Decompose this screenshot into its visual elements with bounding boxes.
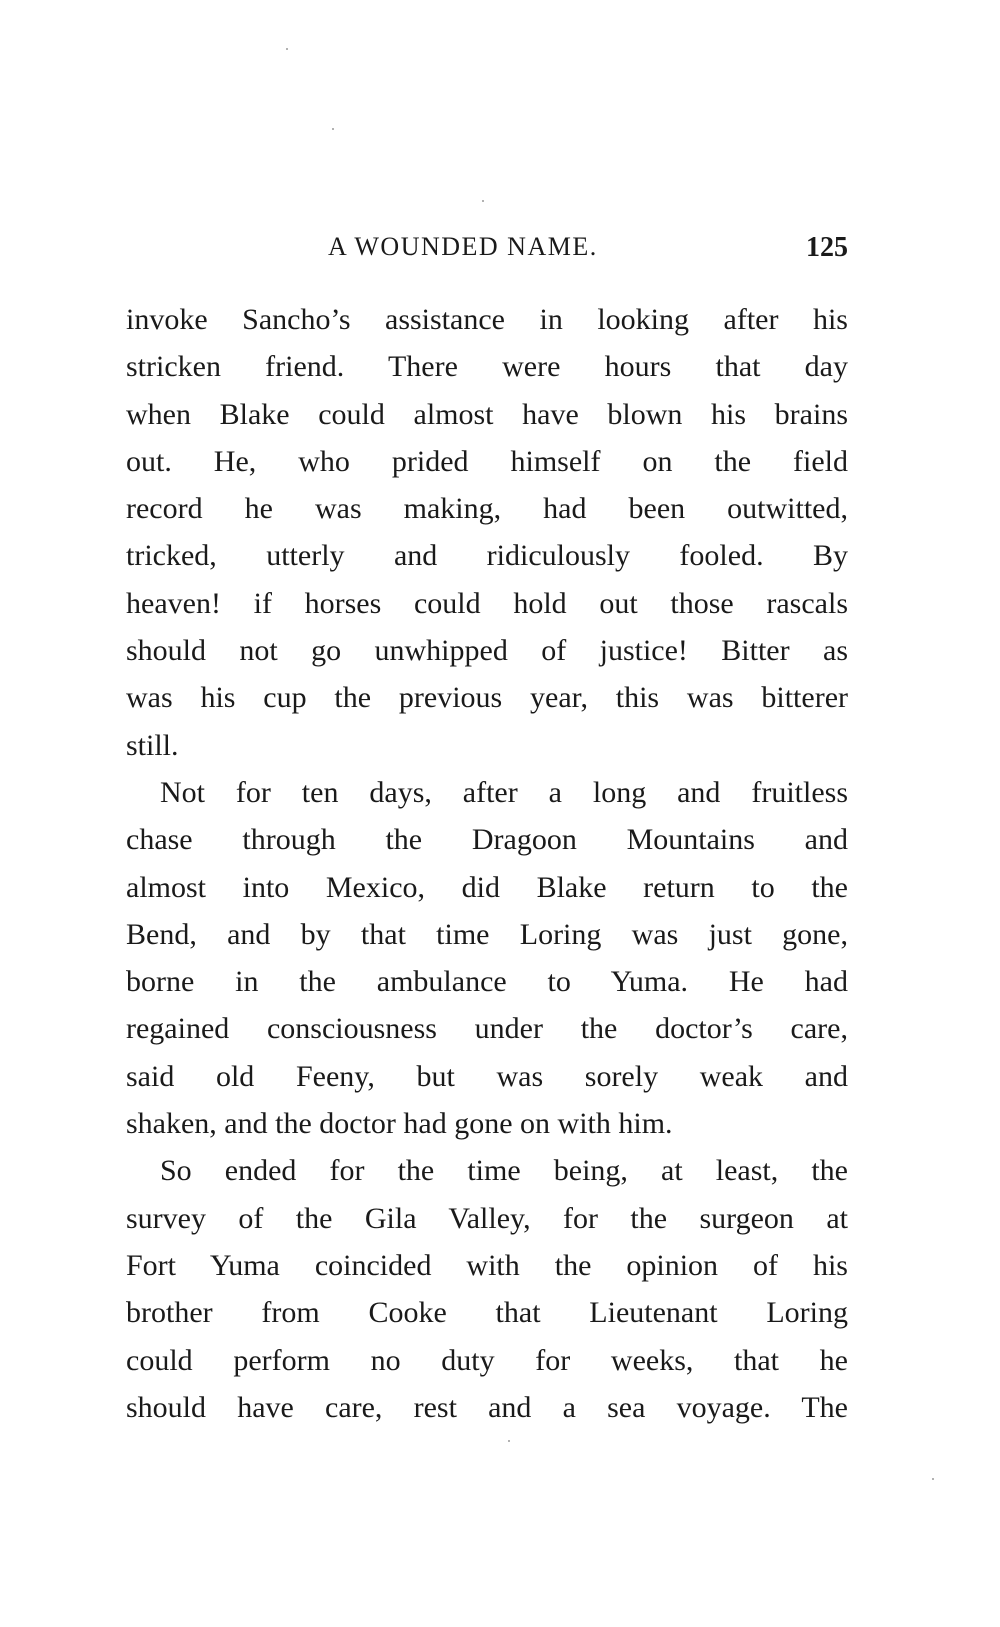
text-line: Bend, and by that time Loring was just gone, [126, 917, 848, 951]
text-line: should not go unwhipped of justice! Bitter as [126, 634, 848, 668]
text-line: stricken friend. There were hours that day [126, 350, 848, 384]
paragraph-first-line: So ended for the time being, at least, the [160, 1154, 848, 1188]
text-line: still. [126, 728, 179, 762]
text-line: out. He, who prided himself on the field [126, 444, 848, 478]
paper-speck [482, 200, 484, 202]
text-line: brother from Cooke that Lieutenant Loring [126, 1296, 848, 1330]
running-title: A WOUNDED NAME. [328, 232, 598, 261]
text-line: invoke Sancho’s assistance in looking after his [126, 303, 848, 336]
text-line: record he was making, had been outwitted, [126, 492, 848, 526]
text-line: when Blake could almost have blown his brains [126, 397, 848, 431]
page-number: 125 [806, 232, 848, 263]
paper-speck [286, 48, 288, 50]
paper-speck [508, 1440, 510, 1442]
text-line: chase through the Dragoon Mountains and [126, 823, 848, 857]
text-line: borne in the ambulance to Yuma. He had [126, 965, 848, 999]
paper-speck [332, 128, 334, 130]
text-line: survey of the Gila Valley, for the surgeon at [126, 1201, 848, 1235]
running-head [126, 232, 848, 272]
text-line: could perform no duty for weeks, that he [126, 1343, 848, 1377]
text-line: should have care, rest and a sea voyage. The [126, 1390, 848, 1424]
paragraph-first-line: Not for ten days, after a long and fruitless [160, 775, 848, 809]
text-line: heaven! if horses could hold out those rascals [126, 586, 848, 620]
text-line: tricked, utterly and ridiculously fooled. By [126, 539, 848, 573]
text-line: shaken, and the doctor had gone on with him. [126, 1107, 673, 1141]
body-text [126, 296, 848, 1431]
text-line: was his cup the previous year, this was bitterer [126, 681, 848, 715]
paper-speck [932, 1478, 934, 1480]
text-line: almost into Mexico, did Blake return to the [126, 870, 848, 904]
text-line: Fort Yuma coincided with the opinion of his [126, 1248, 848, 1282]
text-line: regained consciousness under the doctor’s care, [126, 1012, 848, 1046]
text-line: said old Feeny, but was sorely weak and [126, 1059, 848, 1093]
